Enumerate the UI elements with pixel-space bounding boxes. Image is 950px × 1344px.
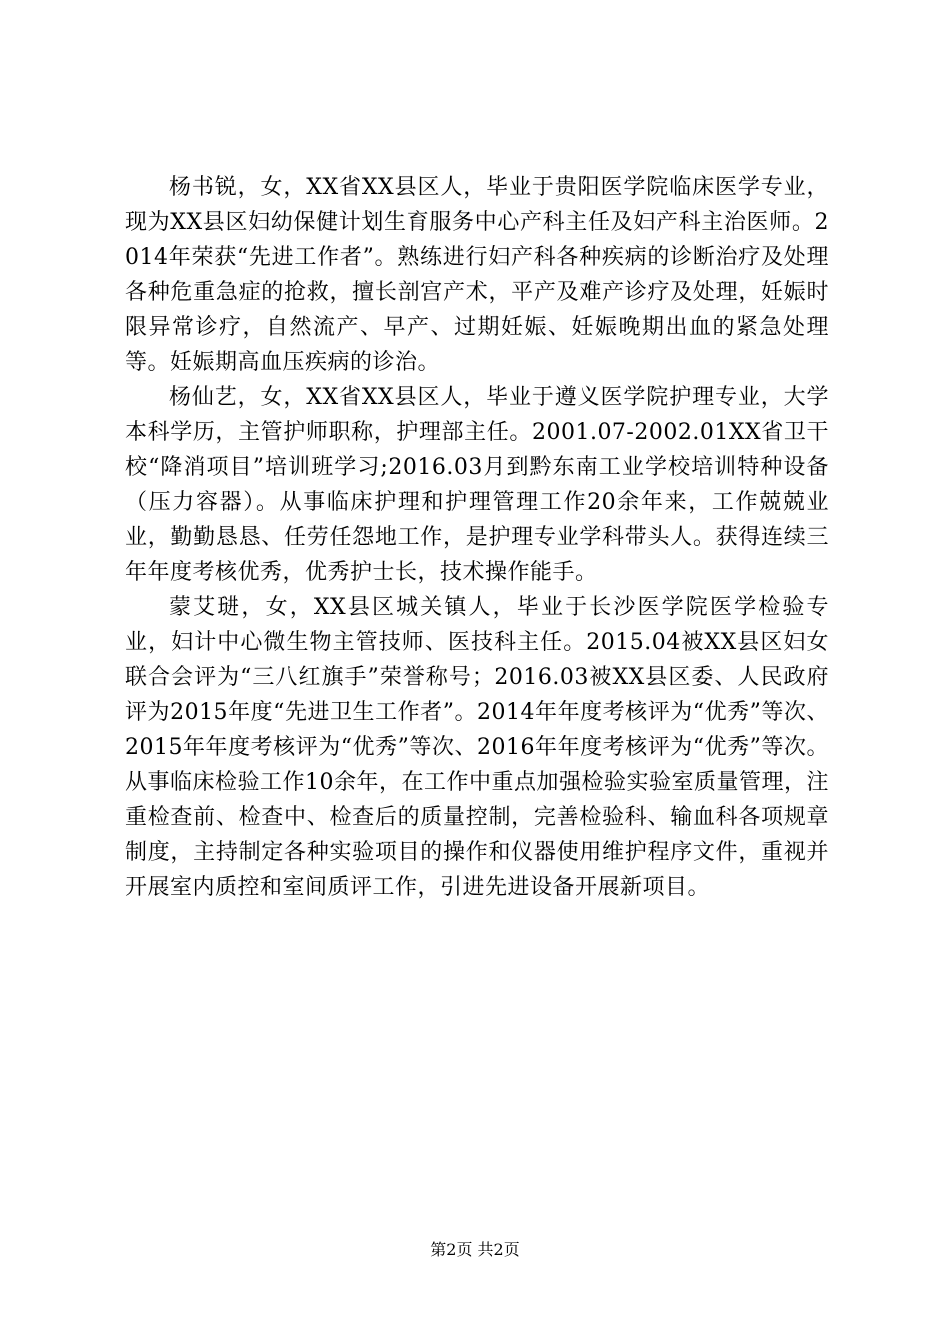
- document-body: [125, 170, 829, 905]
- paragraph-yang-shurui: 杨书锐，女，XX省XX县区人，毕业于贵阳医学院临床医学专业，现为XX县区妇幼保健计划生育服务中心产科主任及妇产科主治医师。2014年荣获“先进工作者”。熟练进行妇产科各种疾病的诊断治疗及处理各种危重急症的抢救，擅长剖宫产术，平产及难产诊疗及处理，妊娠时限异常诊疗，自然流产、早产、过期妊娠、妊娠晚期出血的紧急处理等。妊娠期高血压疾病的诊治。: [125, 175, 829, 375]
- page-footer: 第2页 共2页: [430, 1240, 520, 1259]
- paragraph-meng-aijin: 蒙艾琎，女，XX县区城关镇人，毕业于长沙医学院医学检验专业，妇计中心微生物主管技师、医技科主任。2015.04被XX县区妇女联合会评为“三八红旗手”荣誉称号；2016.03被XX县区委、人民政府评为2015年度“先进卫生工作者”。2014年年度考核评为“优秀”等次、2015年年度考核评为“优秀”等次、2016年年度考核评为“优秀”等次。从事临床检验工作10余年，在工作中重点加强检验实验室质量管理，注重检查前、检查中、检查后的质量控制，完善检验科、输血科各项规章制度，主持制定各种实验项目的操作和仪器使用维护程序文件，重视并开展室内质控和室间质评工作，引进先进设备开展新项目。: [125, 595, 829, 900]
- paragraph-yang-xianyi: 杨仙艺，女，XX省XX县区人，毕业于遵义医学院护理专业，大学本科学历，主管护师职称，护理部主任。2001.07-2002.01XX省卫干校“降消项目”培训班学习;2016.03月到黔东南工业学校培训特种设备（压力容器）。从事临床护理和护理管理工作20余年来，工作兢兢业业，勤勤恳恳、任劳任怨地工作，是护理专业学科带头人。获得连续三年年度考核优秀，优秀护士长，技术操作能手。: [125, 385, 829, 585]
